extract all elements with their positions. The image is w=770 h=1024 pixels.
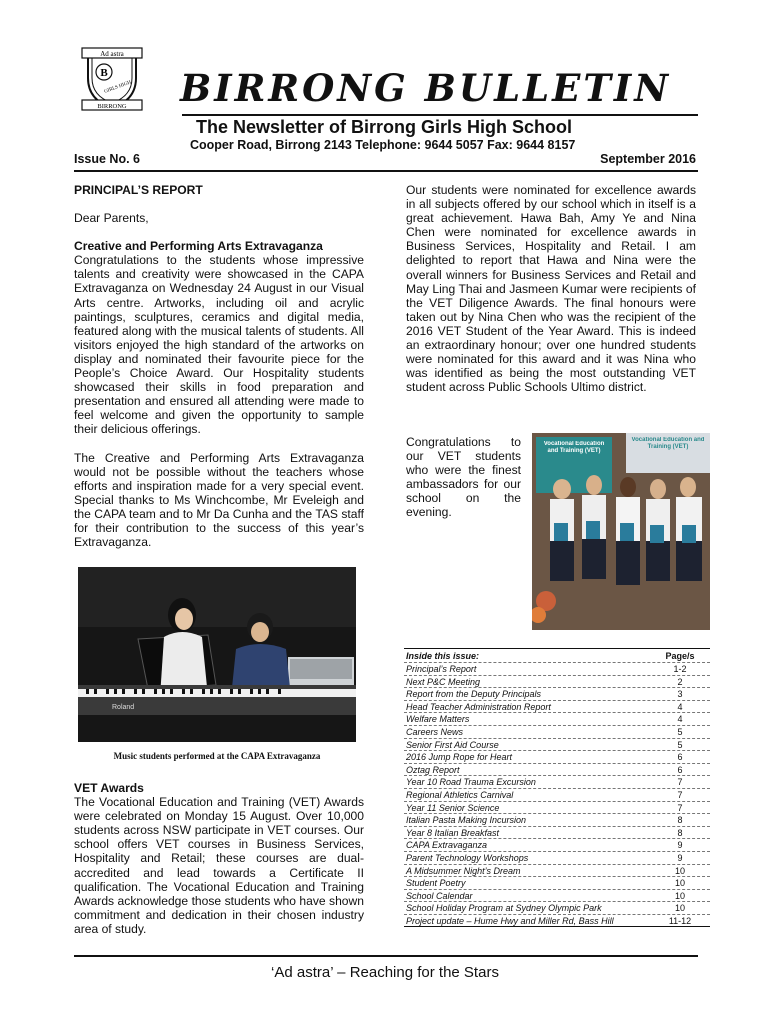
vet-students-photo xyxy=(532,433,710,630)
toc-item-page: 2 xyxy=(677,676,683,687)
school-crest-logo xyxy=(80,44,144,112)
vet-congratulations: Congratulations to our VET students who were the finest ambassadors for our school on the evening. xyxy=(406,435,521,520)
capa-paragraph-1: Congratulations to the students whose impressive talents and creativity were showcased in the CAPA Extravaganza on Wednesday 24 August in our Visual Arts centre. Artworks, including oil and acrylic paintings, sculptures, ceramics and digital media, featured along with the musical talents of students. All visitors enjoyed the high standard of the artworks on display and nominated their favourite piece for the People’s Choice Award. Our Hospitality students showcased their skills in food preparation and presentation and ensured all attending were made to feel welcome and given the opportunity to sample their delicious offerings. xyxy=(74,253,364,437)
toc-item-page: 5 xyxy=(677,739,683,750)
toc-row xyxy=(404,813,710,826)
toc-row xyxy=(404,838,710,851)
toc-item-title: Year 8 Italian Breakfast xyxy=(406,827,500,838)
toc-row xyxy=(404,775,710,788)
toc-item-title: School Calendar xyxy=(406,890,473,901)
toc-item-title: Senior First Aid Course xyxy=(406,739,499,750)
toc-item-page: 11-12 xyxy=(668,915,692,926)
toc-item-title: Head Teacher Administration Report xyxy=(406,701,551,712)
vet-awards-heading: VET Awards xyxy=(74,781,144,795)
greeting: Dear Parents, xyxy=(74,211,149,226)
toc-item-page: 1-2 xyxy=(673,664,687,674)
toc-item-page: 6 xyxy=(677,752,683,763)
toc-heading: Inside this issue: xyxy=(406,651,480,661)
toc-item-page: 10 xyxy=(674,890,685,901)
newsletter-subtitle: The Newsletter of Birrong Girls High School xyxy=(196,117,573,137)
toc-item-page: 4 xyxy=(677,714,683,725)
toc-item-title: CAPA Extravaganza xyxy=(406,840,488,851)
principal-report-column xyxy=(74,183,364,563)
toc-item-title: Student Poetry xyxy=(406,878,466,889)
toc-item-page: 6 xyxy=(677,764,683,775)
toc-item-title: A Midsummer Night’s Dream xyxy=(406,865,521,876)
toc-row xyxy=(404,864,710,877)
footer-rule xyxy=(74,955,698,957)
toc-item-title: Italian Pasta Making Incursion xyxy=(406,815,527,826)
crest-letter: B xyxy=(100,67,108,79)
toc-item-title: Careers News xyxy=(406,726,464,737)
toc-row xyxy=(404,914,710,927)
toc-row xyxy=(404,662,710,675)
vet-banner-left: Vocational Education and Training (VET) xyxy=(543,441,605,454)
crest-top-text: Ad astra xyxy=(100,50,124,58)
toc-header xyxy=(404,648,710,662)
toc-row xyxy=(404,801,710,814)
toc-row xyxy=(404,712,710,725)
toc-item-title: Next P&C Meeting xyxy=(406,676,481,687)
capa-paragraph-2: The Creative and Performing Arts Extravaganza would not be possible without the teachers whose efforts and inspiration made for a very special event. Special thanks to Ms Winchcombe, Mr Eveleigh and the CAPA team and to Mr Da Cunha and the TAS staff for their contribution to the success of this year’s Extravaganza. xyxy=(74,450,364,550)
toc-item-title: Report from the Deputy Principals xyxy=(406,689,542,700)
toc-item-title: Welfare Matters xyxy=(406,714,470,725)
crest-mid-text: GIRLS HIGH xyxy=(103,80,132,95)
toc-item-page: 8 xyxy=(677,815,683,826)
crest-bottom-text: BIRRONG xyxy=(97,103,127,110)
toc-row xyxy=(404,738,710,751)
toc-item-page: 10 xyxy=(674,903,685,914)
toc-item-title: Project update – Hume Hwy and Miller Rd, Bass Hill xyxy=(406,915,614,926)
header-rule xyxy=(182,114,698,116)
toc-row xyxy=(404,763,710,776)
issue-number: Issue No. 6 xyxy=(74,152,140,166)
toc-item-page: 3 xyxy=(677,689,683,700)
principal-report-heading: PRINCIPAL’S REPORT xyxy=(74,183,203,197)
toc-row xyxy=(404,675,710,688)
vet-awards-section xyxy=(74,781,364,936)
toc-item-page: 7 xyxy=(677,777,683,788)
issue-date: September 2016 xyxy=(600,152,696,166)
vet-results-paragraph: Our students were nominated for excellence awards in all subjects offered by our school which in itself is a great achievement. Hawa Bah, Amy Ye and Nina Chen were nominated for excellence awards in Business Services, Hospitality and Retail. I am delighted to report that Hawa and Nina were the overall winners for Business Services and Retail and May Ling Thai and Jasmeen Kumar were recipients of the VET Diligence Awards. The final honours were taken out by Nina Chen who was the recipient of the 2016 VET Student of the Year Award. This is indeed an extraordinary honour; over one hundred students were nominated for this award and it was Nina who was identified as being the most outstanding VET student across Public Schools Ultimo district. xyxy=(406,183,696,395)
toc-row xyxy=(404,876,710,889)
photo-caption: Music students performed at the CAPA Extravaganza xyxy=(113,751,321,761)
toc-item-title: Oztag Report xyxy=(406,764,460,775)
school-address: Cooper Road, Birrong 2143 Telephone: 9644 5057 Fax: 9644 8157 xyxy=(190,138,576,152)
vet-banner-right: Vocational Education and Training (VET) xyxy=(631,437,705,450)
toc-row xyxy=(404,826,710,839)
toc-row xyxy=(404,851,710,864)
toc-item-page: 5 xyxy=(677,726,683,737)
vet-continued-column xyxy=(406,183,696,408)
toc-item-title: Year 10 Road Trauma Excursion xyxy=(406,777,536,788)
toc-item-page: 10 xyxy=(674,865,685,876)
inside-this-issue-table xyxy=(404,648,710,927)
capa-heading: Creative and Performing Arts Extravaganza xyxy=(74,239,323,254)
toc-item-page: 7 xyxy=(677,789,683,800)
toc-row xyxy=(404,901,710,914)
toc-item-title: 2016 Jump Rope for Heart xyxy=(406,752,513,763)
toc-row xyxy=(404,687,710,700)
toc-item-title: Principal’s Report xyxy=(406,664,477,674)
toc-item-title: Year 11 Senior Science xyxy=(406,802,500,813)
music-students-photo xyxy=(78,567,356,742)
toc-item-title: Regional Athletics Carnival xyxy=(406,789,514,800)
toc-item-page: 9 xyxy=(677,852,683,863)
toc-item-page: 7 xyxy=(677,802,683,813)
toc-row xyxy=(404,725,710,738)
toc-item-page: 9 xyxy=(677,840,683,851)
vet-awards-text: The Vocational Education and Training (VET) Awards were celebrated on Monday 15 August. Over 10,000 students across NSW participate in VET courses. Our school offers VET courses in Business Services, Hospitality and Retail; these courses are dual-accredited and lead towards a Certificate II qualification. The Vocational Education and Training Awards acknowledge those students who have shown commitment and dedication in their chosen industry area of study. xyxy=(74,795,364,936)
newsletter-masthead: BIRRONG BULLETIN xyxy=(180,66,672,110)
toc-item-page: 10 xyxy=(674,878,685,889)
toc-row xyxy=(404,788,710,801)
keyboard-brand-label: Roland xyxy=(112,704,135,711)
toc-item-title: School Holiday Program at Sydney Olympic Park xyxy=(406,903,602,914)
toc-row xyxy=(404,700,710,713)
school-motto: ‘Ad astra’ – Reaching for the Stars xyxy=(271,964,499,981)
toc-list xyxy=(404,662,710,927)
toc-pages-heading: Page/s xyxy=(665,651,695,661)
toc-item-page: 8 xyxy=(677,827,683,838)
toc-row xyxy=(404,889,710,902)
toc-item-page: 4 xyxy=(677,701,683,712)
header-bottom-rule xyxy=(74,170,698,172)
toc-item-title: Parent Technology Workshops xyxy=(406,852,529,863)
toc-row xyxy=(404,750,710,763)
